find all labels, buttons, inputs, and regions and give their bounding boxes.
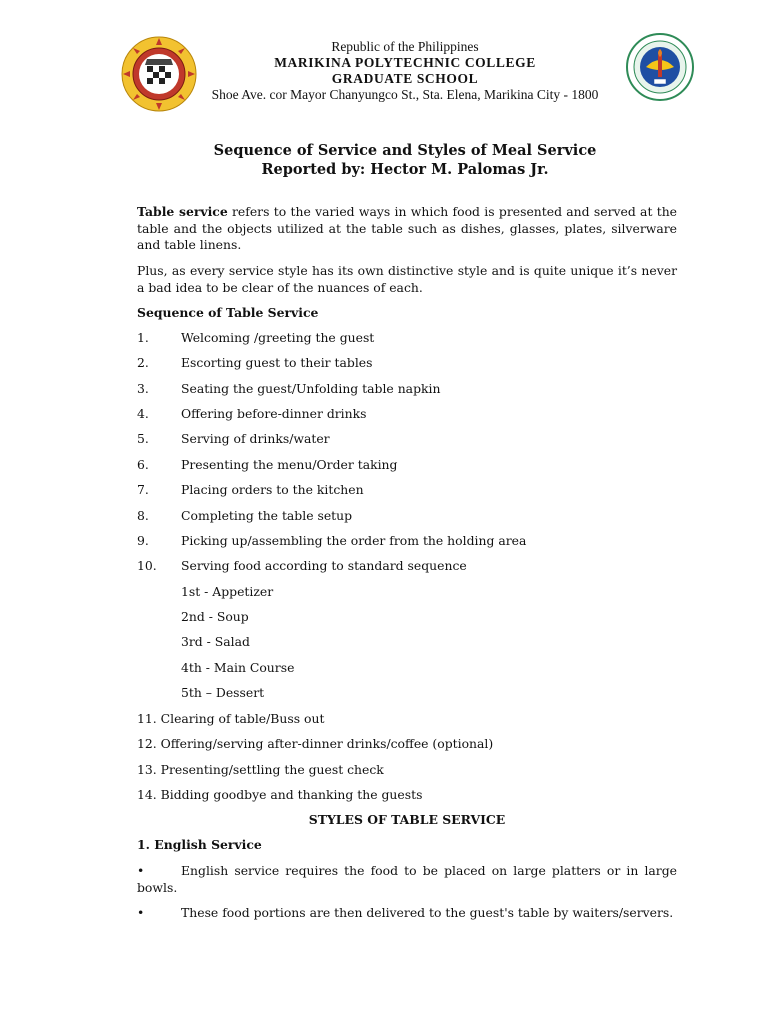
sequence-heading: Sequence of Table Service <box>137 305 319 320</box>
list-item-text: Offering before-dinner drinks <box>181 406 367 421</box>
list-item-text: Seating the guest/Unfolding table napkin <box>181 381 441 396</box>
course-item: 1st - Appetizer <box>181 584 274 599</box>
table-service-term: Table service <box>137 204 228 219</box>
intro-paragraph-1 <box>137 204 677 254</box>
list-item-text: Picking up/assembling the order from the holding area <box>181 533 527 548</box>
course-item: 5th – Dessert <box>181 685 265 700</box>
list-item <box>137 431 330 446</box>
list-item-text: Presenting the menu/Order taking <box>181 457 398 472</box>
list-item: 14. Bidding goodbye and thanking the guests <box>137 787 423 802</box>
list-item-number: 10. <box>137 558 157 573</box>
bullet-text: These food portions are then delivered to the guest's table by waiters/servers. <box>181 905 674 920</box>
list-item-text: Serving of drinks/water <box>181 431 330 446</box>
reporter-line: Reported by: Hector M. Palomas Jr. <box>261 161 549 178</box>
header-school-name: GRADUATE SCHOOL <box>331 71 479 86</box>
list-item-text: Welcoming /greeting the guest <box>181 330 375 345</box>
list-item-number: 2. <box>137 355 149 370</box>
list-item-text: Placing orders to the kitchen <box>181 482 364 497</box>
course-item: 3rd - Salad <box>181 634 250 649</box>
list-item-text: Serving food according to standard sequence <box>181 558 467 573</box>
list-item <box>137 406 367 421</box>
list-item: 12. Offering/serving after-dinner drinks/coffee (optional) <box>137 736 494 751</box>
list-item-number: 4. <box>137 406 149 421</box>
list-item <box>137 533 526 548</box>
bullet-item <box>137 905 677 922</box>
list-item-text: Completing the table setup <box>181 508 353 523</box>
list-item <box>137 457 397 472</box>
list-item-number: 6. <box>137 457 149 472</box>
header-college-name: MARIKINA POLYTECHNIC COLLEGE <box>274 55 536 70</box>
list-item-number: 8. <box>137 508 149 523</box>
bullet-icon: • <box>137 863 145 878</box>
course-item: 4th - Main Course <box>181 660 295 675</box>
header-republic: Republic of the Philippines <box>331 39 479 54</box>
english-service-heading: 1. English Service <box>137 837 262 852</box>
list-item <box>137 558 467 573</box>
bullet-item <box>137 863 677 896</box>
list-item <box>137 508 352 523</box>
styles-heading: STYLES OF TABLE SERVICE <box>308 812 506 827</box>
course-item: 2nd - Soup <box>181 609 249 624</box>
list-item-number: 5. <box>137 431 149 446</box>
list-item-number: 3. <box>137 381 149 396</box>
header-address: Shoe Ave. cor Mayor Chanyungco St., Sta. Elena, Marikina City - 1800 <box>211 87 599 102</box>
list-item <box>137 330 374 345</box>
intro-paragraph-2: Plus, as every service style has its own distinctive style and is quite unique it’s never a bad idea to be clear of the nuances of each. <box>137 263 677 295</box>
intro-paragraph-1-text: refers to the varied ways in which food is presented and served at the table and the objects utilized at the table such as dishes, glasses, plates, silverware and table linens. <box>137 204 678 253</box>
list-item: 13. Presenting/settling the guest check <box>137 762 384 777</box>
bullet-text: English service requires the food to be placed on large platters or in large bowls. <box>137 863 677 895</box>
list-item <box>137 355 373 370</box>
document-title: Sequence of Service and Styles of Meal Service <box>213 142 597 159</box>
list-item-number: 7. <box>137 482 149 497</box>
list-item: 11. Clearing of table/Buss out <box>137 711 325 726</box>
list-item-number: 1. <box>137 330 149 345</box>
list-item <box>137 482 364 497</box>
list-item-text: Escorting guest to their tables <box>181 355 373 370</box>
list-item-number: 9. <box>137 533 149 548</box>
list-item <box>137 381 440 396</box>
bullet-icon: • <box>137 905 145 920</box>
